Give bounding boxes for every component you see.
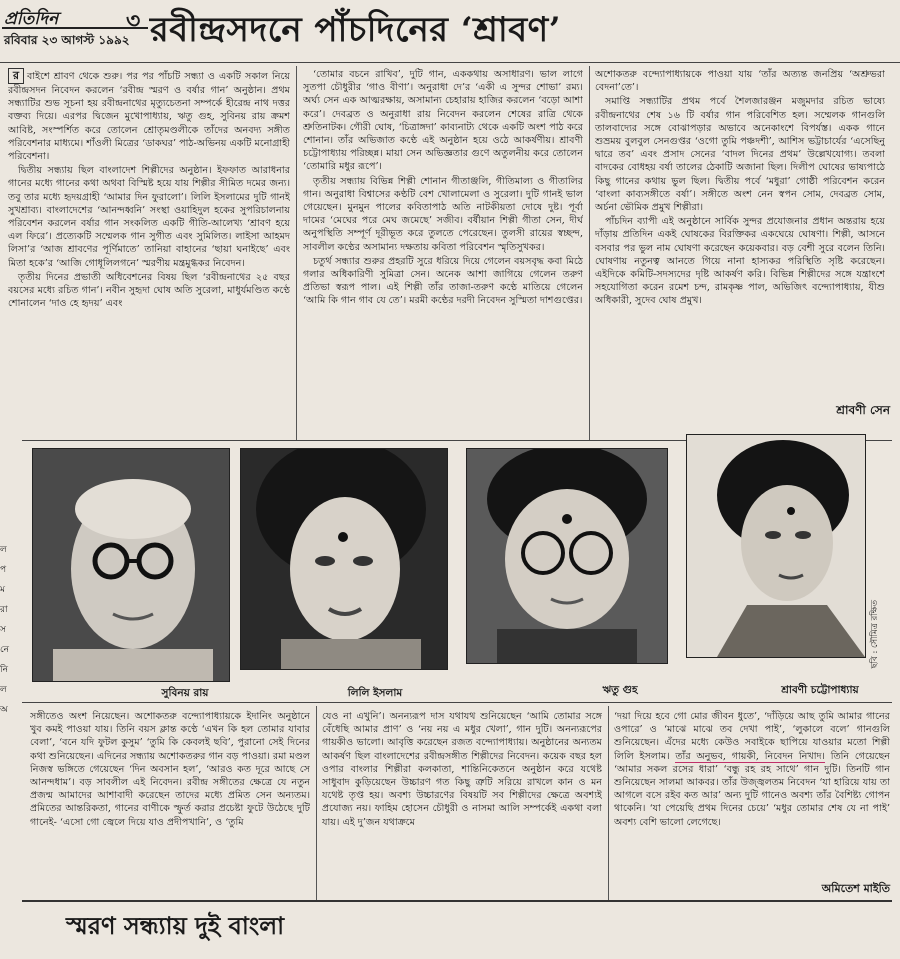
photo-bottom-rule <box>22 702 892 703</box>
issue-date: রবিবার ২৩ আগস্ট ১৯৯২ <box>4 33 130 47</box>
article-column-5 <box>322 710 602 900</box>
byline: শ্রাবণী সেন <box>836 403 890 417</box>
paragraph-text: ‘দয়া দিয়ে হবে গো মোর জীবন ধুতে’, ‘দাঁড়িয়ে আছ তুমি আমার গানের ওপারে’ ও ‘মাঝে মাঝে তব দেখা পাই’, ‘লুকালে বলে’ গানগুলি শুনিয়েছেন। এঁদের মধ্যে কেউও সবাইকে ছাপিয়ে যাওয়ার মতো শিল্পী লিলি ইসলাম। <box>614 711 890 762</box>
article-column-2 <box>303 68 583 440</box>
column-divider <box>608 706 609 900</box>
footer-headline: স্মরণ সন্ধ্যায় দুই বাংলা <box>66 911 285 940</box>
paragraph-text: তিনি গেয়েছেন ‘আমার সকল রসের ধারা’ ‘বন্ধু রহ রহ সাথে’ গান দুটি। তিনটি গান শুনিয়েছেন সালমা আকবর। তাঁর উজ্জ্বলতম নিবেদন ‘যা হারিয়ে যায় তা আগলে বসে রইব কত আর’ অন্য দুটি গানেও অবশ্য তাঁর বৈশিষ্ট্য গোপন থাকেনি। ‘যা পেয়েছি প্রথম দিনের চেয়ে’ ‘মধুর তোমার শেষ যে না পাই’ অবশ্য বেশি ভালো লেগেছে। <box>614 750 890 828</box>
photo-caption: ঋতু গুহ <box>602 684 638 696</box>
article-column-4 <box>30 710 310 900</box>
byline: অমিতেশ মাইতি <box>821 882 890 895</box>
column-divider <box>589 66 590 440</box>
paragraph: সমাপ্তি সন্ধ্যাটির প্রথম পর্বে শৈলজারঞ্জন মজুমদার রচিত ভাষ্যে রবীন্দ্রনাথের শেষ ১৬ টি বর্ষার গান পরিবেশিত হল। সম্মেলক গানগুলি তালবাদ্যের সঙ্গে বোঝাপড়ার অভাবে অনেকাংশে বিপর্যস্ত। একক গানে শুভ্রময় বুলবুল সেনগুপ্তর ‘ওগো তুমি পঞ্চদশী’, আশিস ভট্টাচার্যের ‘এসেছিনু দ্বারে তব’ এবং প্রসাদ সেনের ‘বাদল দিনের প্রথম’ উল্লেখযোগ্য। তবলা বাদকের বোধহয় বর্ষা তালের ঠেকাটি অজানা ছিল। দিলীপ ঘোষের ভাষ্যপাঠে কিছু গানের কথায় ভুল ছিল। দ্বিতীয় পর্বে ‘মধুরা’ গোষ্ঠী পরিবেশন করেন ‘বাংলা কাব্যসঙ্গীতে বর্ষা’। সঙ্গীতে অংশ নেন স্বপন সোম, দেবব্রত সোম, অর্চনা ভৌমিক প্রমুখ শিল্পীরা। <box>595 96 885 214</box>
photo-srabani-chattopadhyay <box>686 434 866 658</box>
photo-ritu-guha <box>466 448 668 664</box>
paragraph: যেও না এখুনি’। অনন্যরূপ দাস যথাযথ শুনিয়েছেন ‘আমি তোমার সঙ্গে বেঁধেছি আমার প্রাণ’ ও ‘নয় নয় এ মধুর খেলা’, গান দুটি। অনন্যরূপের গায়কীও ভালো। আবৃত্তি করেছেন রজত বন্দ্যোপাধ্যায়। অনুষ্ঠানের অন্যতম আকর্ষণ ছিল বাংলাদেশের রবীন্দ্রসঙ্গীত শিল্পীদের নিবেদন। কয়েক বছর হল ওপার বাংলার শিল্পীরা কলকাতা, শান্তিনিকেতনে অনুষ্ঠান করে যথেষ্ট সাধুবাদ কুড়িয়েছেন উচ্চারণ গত কিছু ত্রুটি সরিয়ে রাখলে কান ও মন যথেষ্ট তৃপ্ত হয়। অবশ্য উচ্চারণের বিষয়টি সব শিল্পীদের ক্ষেত্রে অবশ্যই প্রযোজ্য নয়। ফাহিম হোসেন চৌধুরী ও নাসমা আলি সম্পর্কেই একথা বলা যায়। এই দু’জন যথাক্রমে <box>322 711 602 828</box>
paragraph: তৃতীয় সন্ধ্যায় বিভিন্ন শিল্পী শোনান গীতাঞ্জলি, গীতিমাল্য ও গীতালির গান। অনুরাধা বিশ্বাসের কণ্ঠটি বেশ খোলামেলা ও সুরেলা। দুটি গানই ভাল গেয়েছেন। মুনমুন পালের কবিতাপাঠ অতি নাটকীয়তা দোষে দুষ্ট। পূর্বা দামের ‘মেঘের পরে মেঘ জমেছে’ সজীব। বর্ষীয়ান শিল্পী গীতা সেন, দীর্ঘ অনুপস্থিতি সম্পূর্ণ দূরীভূত করে তুলতে পেরেছেন। তুলসী রায়ের স্বচ্ছন্দ, সাবলীল কণ্ঠের অসামান্য দক্ষতায় কবিতা পরিবেশন স্মৃতিসুখকর। <box>303 175 583 253</box>
masthead-rule <box>2 27 148 29</box>
adjacent-article-fragment: ল প ম রা স নে নি ল অ <box>0 545 10 715</box>
footer-rule <box>22 900 892 902</box>
page-number: ৩ <box>126 8 141 34</box>
paragraph: অশোকতরু বন্দ্যোপাধ্যায়কে পাওয়া যায় ‘তাঁর অত্যন্ত জনপ্রিয় ‘অশ্রুভরা বেদনা’তে’। <box>595 69 885 94</box>
masthead <box>0 0 150 60</box>
column-divider <box>316 706 317 900</box>
highlighted-text: তাঁর অনুভব, গায়কী, নিবেদন নিখাদ। <box>675 750 825 762</box>
photo-credit: ছবি : সৌমিত্র রক্ষিত <box>870 600 880 669</box>
photo-subinoy-roy <box>32 448 230 682</box>
paragraph: তৃতীয় দিনের প্রভাতী অধিবেশনের বিষয় ছিল ‘রবীন্দ্রনাথের ২৫ বছর বয়সের মধ্যে রচিত গান’। নবীন সুহৃদা ঘোষ অতি সুরেলা, মাধুর্যমণ্ডিত কণ্ঠে শোনালেন ‘দাও হে হৃদয়’ এবং <box>8 271 290 310</box>
paragraph: দ্বিতীয় সন্ধ্যায় ছিল বাংলাদেশ শিল্পীদের অনুষ্ঠান। ইফফাত আরাধনার গানের মধ্যে গানের কথা অথবা বিস্মিষ্ট হয়ে যায় শিল্পীর সীমিত দমের জন্য। তবু তার মধ্যে হৃদয়গ্রাহী ‘আমার দিন ফুরালো’। লিলি ইসলামের দুটি গানই সুখশ্রাব্য। বাংলাদেশের ‘আনন্দধ্বনি’ সংস্থা ওয়াহিদুল হকের সুপরিচালনায় পরিবেশন করলেন বর্ষার গান সংকলিত একটি গীতি-আলেখ্য ‘শ্রাবণ হয়ে এল ফিরে’। প্রত্যেকটি সম্মেলক গান সুগীত এবং সুমিলিত। লাইসা আহমদ লিসা’র ‘আজ শ্রাবণের পূর্ণিমাতে’ তানিয়া বাহানের ‘ছায়া ঘনাইছে’ এবং মিতা হকে’র ‘আজি গোধূলিলগনে’ স্মরণীয় মন্ত্রমুগ্ধকর নিবেদন। <box>8 165 290 269</box>
paragraph: চতুর্থ সন্ধ্যার শুরুর প্রহরটি সুরে ধরিয়ে দিয়ে গেলেন বয়সবৃদ্ধ কবা মিঠে গলার অধিকারিণী সুমিত্রা সেন। অনেক আশা জাগিয়ে গেলেন তরুণ প্রতিভা স্বরূপ পাল। এই শিল্পী তাঁর তাজা-তরুণ কণ্ঠে মাতিয়ে গেলেন ‘আমি কি গান গাব যে তে’। মরমী কণ্ঠের দরদী নিবেদন সুস্মিতা দাশগুপ্তের। <box>303 255 583 307</box>
headline-rule <box>0 62 900 63</box>
photo-caption: শ্রাবণী চট্টোপাধ্যায় <box>781 684 859 696</box>
photo-lily-islam <box>240 448 448 670</box>
article-column-3 <box>595 68 885 418</box>
drop-cap: র <box>8 68 24 84</box>
newspaper-logo: প্রতিদিন <box>4 9 59 29</box>
paragraph: বাইশে শ্রাবণ থেকে শুরু। পর পর পাঁচটি সন্ধ্যা ও একটি সকাল নিয়ে রবীন্দ্রসদন নিবেদন করলেন ‘রবীন্দ্র স্মরণ ও বর্ষার গান’ অনুষ্ঠান। প্রথম সন্ধ্যাটির শুভ সূচনা হয় রবীন্দ্রনাথের মৃত্যুচেতনা সম্পর্কে হীরেন্দ্র নাথ দত্তর বক্তব্য দিয়ে। এরপর দ্বিজেন মুখোপাধ্যায়, ঋতু গুহ, সুবিনয় রায় ক্রমশ আবিষ্ট, সংস্পর্শিত করে তোলেন শ্রোতৃমণ্ডলীকে তাঁদের অনবদ্য সঙ্গীত পরিবেশনার মাধ্যমে। শাঁওলী মিত্রের ‘ডাকঘর’ পাঠ-অভিনয় একটি মনোগ্রাহী পরিবেশনা। <box>8 71 290 163</box>
article-headline: রবীন্দ্রসদনে পাঁচদিনের ‘শ্রাবণ’ <box>150 10 562 50</box>
article-column-6 <box>614 710 890 880</box>
paragraph: সঙ্গীতেও অংশ নিয়েছেন। অশোকতরু বন্দ্যোপাধ্যায়কে ইদানিং অনুষ্ঠানে খুব কমই পাওয়া যায়। তিনি বয়স ক্লান্ত কণ্ঠে ‘এখন কি হল তোমার যাবার বেলা’, ‘বনে যদি ফুটল কুসুম’ ‘তুমি কি কেবলই ছবি’, পুরানো সেই দিনের কথা শুনিয়েছেন। এদিনের সন্ধ্যায় অশোকতরুর গান বড় পাওয়া। রমা মণ্ডল নিজস্ব ভঙ্গিতে গেয়েছেন ‘দিন অবসান হল’, ‘আরও কত দূরে আছে সে আনন্দধাম’। বড় সাবলীল এই নিবেদন। রবীন্দ্র সঙ্গীতের ক্ষেত্রে যে নতুন প্রজন্ম আমাদের আশাবাদী করেছেন তাদের মধ্যে প্রমিত সেন অন্যতম। প্রমিতের আন্তরিকতা, গানের বাণীকে স্ফুর্ত করার প্রচেষ্টা ফুটে উঠেছে দুটি গানেই- ‘এসো গো জ্বেলে দিয়ে যাও প্রদীপখানি’, ও ‘তুমি <box>30 711 310 828</box>
article-column-1 <box>8 68 290 440</box>
paragraph: ‘তোমার বচনে রাখিব’, দুটি গান, এককথায় অসাধারণ। ভাল লাগে সুতপা চৌধুরীর ‘গাও বীণা’। অনুরাধা দে’র ‘একী এ সুন্দর শোভা’ রম্য। অর্ঘ্য সেন এক আত্মরক্ষায়, অসামান্য চেহারায় হাজির করলেন ‘বড়ো আশা করে’। দেবব্রত ও অনুরাধা রায় নিবেদন করলেন শেষের রাত্রি থেকে শ্রুতিনাটক। গৌরী ঘোষ, ‘চিত্রাঙ্গদা’ কাব্যনাট্য থেকে একটি অংশ পাঠ করে শোনান। তাঁর অভিজাত কণ্ঠে এই অনুষ্ঠান হয়ে ওঠে আকর্ষণীয়। শ্রাবণী চট্টোপাধ্যায় পরিচ্ছন্ন। মায়া সেন অভিজ্ঞতার গুণে অতুলনীয় করে তোলেন ‘তোমারি মধুর রূপে’। <box>303 69 583 173</box>
photo-caption: লিলি ইসলাম <box>347 687 403 699</box>
photo-caption: সুবিনয় রায় <box>161 687 209 699</box>
paragraph: পাঁচদিন ব্যাপী এই অনুষ্ঠানে সার্বিক সুন্দর প্রযোজনার প্রধান অন্তরায় হয়ে দাঁড়ায় প্রতিদিন একই ঘোষকের বিরক্তিকর একঘেয়ে ঘোষণা। শিল্পী, আসনে বসবার পর ভুল নাম ঘোষণা করেছেন কয়েকবার। বড় বেশী সুরে বলেন তিনি। ঘোষণায় নতুনত্ব আনতে গিয়ে নানা হাস্যকর পরিস্থিতি সৃষ্টি করেছেন। এইদিকে কমিটি-সদস্যদের দৃষ্টি আকর্ষণ করি। বিভিন্ন শিল্পীদের সঙ্গে যন্ত্রাংশে সহযোগিতা করেন রমেশ চন্দ, রামকৃষ্ণ পাল, অভিজিৎ বন্দ্যোপাধ্যায়, যীশু অধিকারী, সুদেব ঘোষ প্রমুখ। <box>595 216 885 307</box>
column-divider <box>296 66 297 440</box>
